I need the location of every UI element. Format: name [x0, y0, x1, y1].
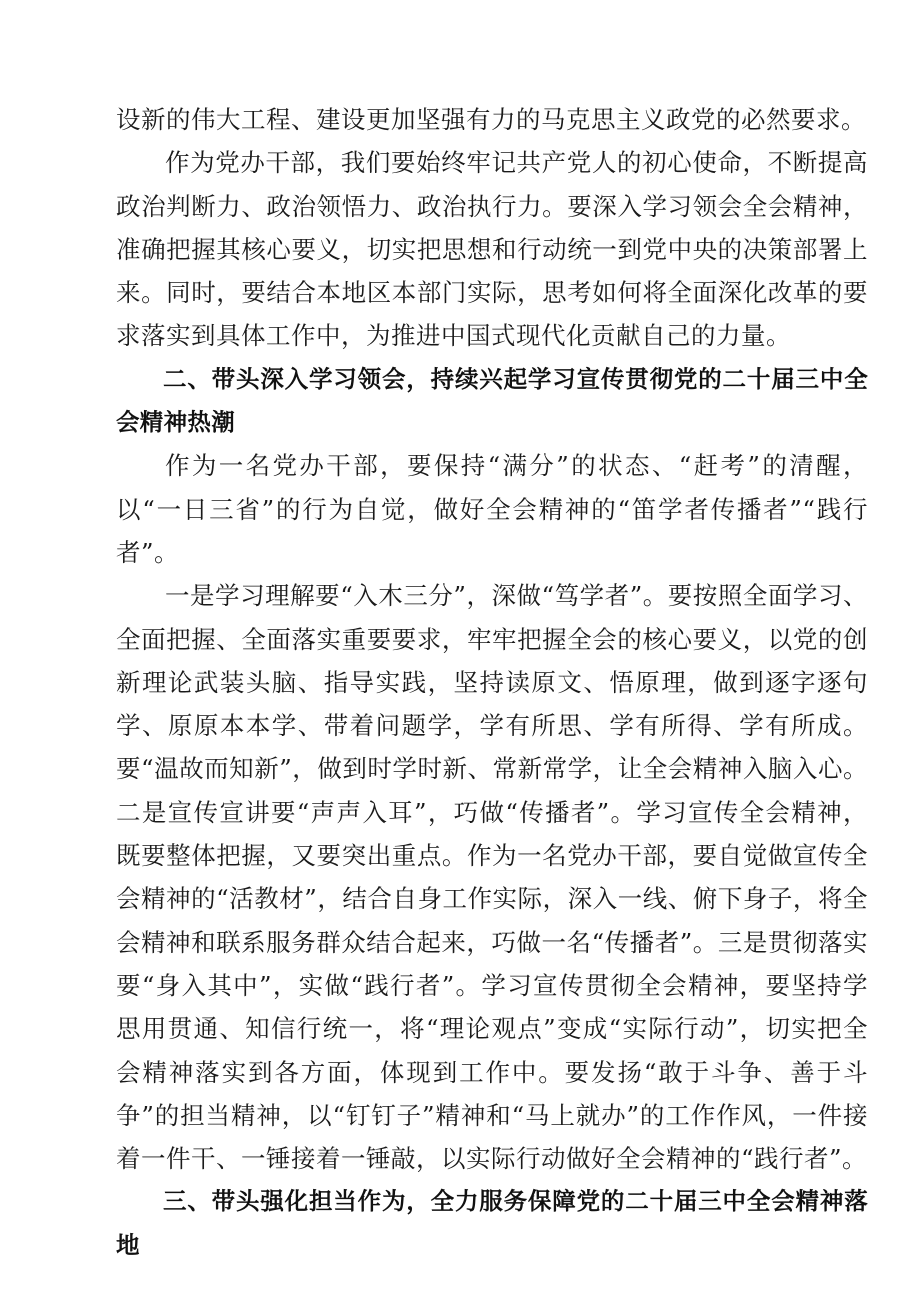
section-heading-two: 二、带头深入学习领会，持续兴起学习宣传贯彻党的二十届三中全会精神热潮	[116, 364, 868, 437]
paragraph-continuation: 设新的伟大工程、建设更加坚强有力的马克思主义政党的必然要求。	[116, 105, 866, 134]
paragraph-party-cadre: 作为党办干部，我们要始终牢记共产党人的初心使命，不断提高政治判断力、政治领悟力、政治执行力。要深入学习领会全会精神，准确把握其核心要义，切实把思想和行动统一到党中央的决策部署上来。同时，要结合本地区本部门实际，思考如何将全面深化改革的要求落实到具体工作中，为推进中国式现代化贡献自己的力量。	[116, 148, 868, 351]
document-body	[116, 98, 868, 1267]
section-heading-three: 三、带头强化担当作为，全力服务保障党的二十届三中全会精神落地	[116, 1187, 868, 1259]
paragraph-three-points: 一是学习理解要“入木三分”，深做“笃学者”。要按照全面学习、全面把握、全面落实重要要求，牢牢把握全会的核心要义，以党的创新理论武装头脑、指导实践，坚持读原文、悟原理，做到逐字逐句学、原原本本学、带着问题学，学有所思、学有所得、学有所成。要“温故而知新”，做到时学时新、常新常学，让全会精神入脑入心。二是宣传宣讲要“声声入耳”，巧做“传播者”。学习宣传全会精神，既要整体把握，又要突出重点。作为一名党办干部，要自觉做宣传全会精神的“活教材”，结合自身工作实际，深入一线、俯下身子，将全会精神和联系服务群众结合起来，巧做一名“传播者”。三是贯彻落实要“身入其中”，实做“践行者”。学习宣传贯彻全会精神，要坚持学思用贯通、知信行统一，将“理论观点”变成“实际行动”，切实把全会精神落实到各方面，体现到工作中。要发扬“敢于斗争、善于斗争”的担当精神，以“钉钉子”精神和“马上就办”的工作作风，一件接着一件干、一锤接着一锤敲，以实际行动做好全会精神的“践行者”。	[116, 581, 868, 1174]
paragraph-intro: 作为一名党办干部，要保持“满分”的状态、“赶考”的清醒，以“一日三省”的行为自觉，做好全会精神的“笛学者传播者”“践行者”。	[116, 451, 868, 567]
